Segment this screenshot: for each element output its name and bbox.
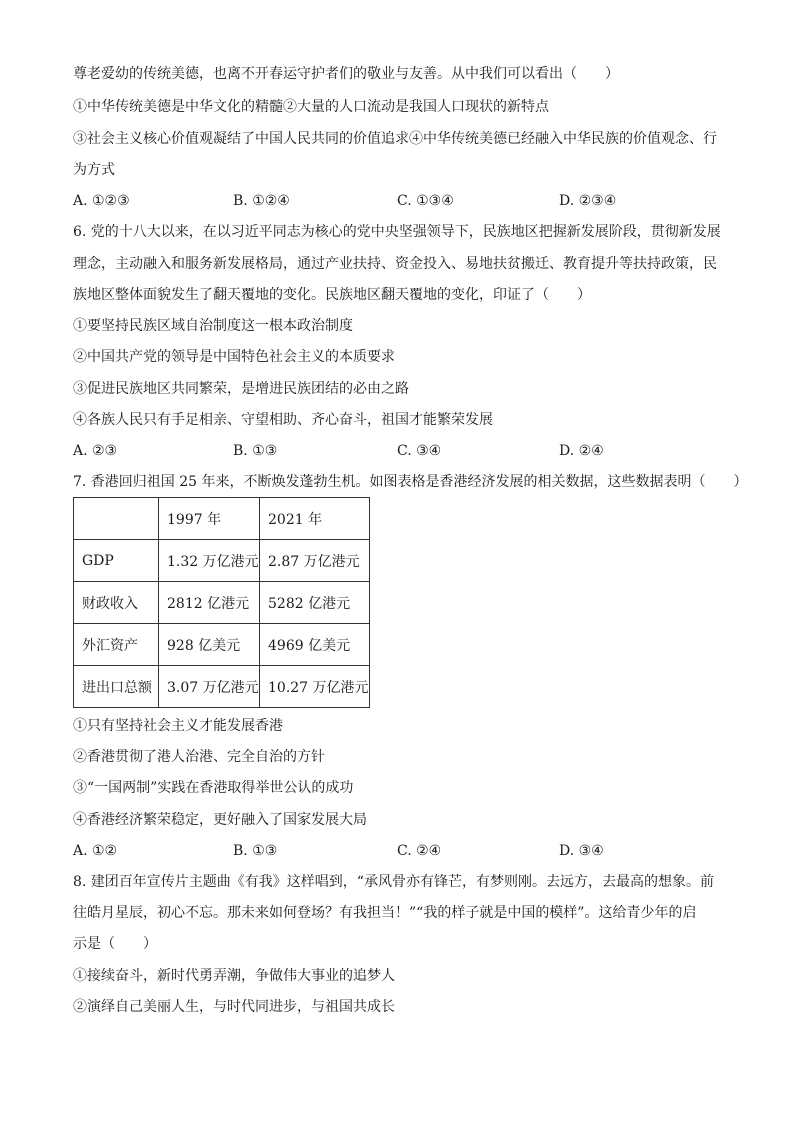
table-header-row [74, 498, 370, 540]
q5-option-a[interactable]: A. ①②③ [73, 193, 130, 209]
table-row [74, 540, 370, 582]
q8-stem-line-2: 往皓月星辰，初心不忘。那未来如何登场？有我担当！”“我的样子就是中国的模样”。这给青少年的启 [73, 905, 697, 921]
table-row [74, 582, 370, 624]
q8-stem-line-3: 示是（ ） [73, 936, 157, 952]
table-cell: 财政收入 [74, 582, 159, 624]
table-cell: 进出口总额 [74, 666, 159, 708]
q6-option-b[interactable]: B. ①③ [233, 443, 278, 459]
table-cell: 10.27 万亿港元 [260, 666, 370, 708]
table-cell: 3.07 万亿港元 [159, 666, 260, 708]
table-cell: 外汇资产 [74, 624, 159, 666]
table-cell: 2812 亿港元 [159, 582, 260, 624]
table-header-cell: 2021 年 [260, 498, 370, 540]
q7-stem: 7. 香港回归祖国 25 年来，不断焕发蓬勃生机。如图表格是香港经济发展的相关数据，这些数据表明（ ） [73, 474, 748, 490]
table-cell: 928 亿美元 [159, 624, 260, 666]
q8-statement-2: ②演绎自己美丽人生，与时代同进步，与祖国共成长 [73, 999, 395, 1015]
q6-options [73, 441, 713, 461]
q5-statement-4-cont: 为方式 [73, 162, 115, 178]
q5-option-c[interactable]: C. ①③④ [397, 193, 454, 209]
table-cell: 4969 亿美元 [260, 624, 370, 666]
table-header-cell: 1997 年 [159, 498, 260, 540]
q6-stem-line-3: 族地区整体面貌发生了翻天覆地的变化。民族地区翻天覆地的变化，印证了（ ） [73, 287, 591, 303]
q5-options [73, 191, 713, 211]
q5-statement-1-2: ①中华传统美德是中华文化的精髓②大量的人口流动是我国人口现状的新特点 [73, 99, 549, 115]
q6-statement-3: ③促进民族地区共同繁荣，是增进民族团结的必由之路 [73, 381, 409, 397]
q5-statement-3-4: ③社会主义核心价值观凝结了中国人民共同的价值追求④中华传统美德已经融入中华民族的价值观念、行 [73, 131, 717, 147]
q7-option-d[interactable]: D. ③④ [559, 843, 604, 859]
q6-option-d[interactable]: D. ②④ [559, 443, 604, 459]
q8-stem-line-1: 8. 建团百年宣传片主题曲《有我》这样唱到，“承风骨亦有锋芒，有梦则刚。去远方，去最高的想象。前 [73, 874, 714, 890]
q7-statement-3: ③“一国两制”实践在香港取得举世公认的成功 [73, 780, 354, 796]
q7-options [73, 841, 713, 861]
q5-option-b[interactable]: B. ①②④ [233, 193, 290, 209]
q7-option-a[interactable]: A. ①② [73, 843, 118, 859]
q6-stem-line-2: 理念，主动融入和服务新发展格局，通过产业扶持、资金投入、易地扶贫搬迁、教育提升等扶持政策，民 [73, 256, 717, 272]
q5-stem-tail: 尊老爱幼的传统美德，也离不开春运守护者们的敬业与友善。从中我们可以看出（ ） [73, 66, 619, 82]
q7-option-c[interactable]: C. ②④ [397, 843, 442, 859]
q7-statement-1: ①只有坚持社会主义才能发展香港 [73, 718, 283, 734]
q7-option-b[interactable]: B. ①③ [233, 843, 278, 859]
hk-economy-table [73, 497, 370, 708]
q7-statement-2: ②香港贯彻了港人治港、完全自治的方针 [73, 749, 325, 765]
q5-option-d[interactable]: D. ②③④ [559, 193, 617, 209]
table-cell: 1.32 万亿港元 [159, 540, 260, 582]
q6-option-c[interactable]: C. ③④ [397, 443, 442, 459]
q6-statement-2: ②中国共产党的领导是中国特色社会主义的本质要求 [73, 349, 395, 365]
table-row [74, 666, 370, 708]
q7-statement-4: ④香港经济繁荣稳定，更好融入了国家发展大局 [73, 812, 367, 828]
q6-stem-line-1: 6. 党的十八大以来，在以习近平同志为核心的党中央坚强领导下，民族地区把握新发展阶段，贯彻新发展 [73, 224, 721, 240]
q6-option-a[interactable]: A. ②③ [73, 443, 118, 459]
table-cell: 5282 亿港元 [260, 582, 370, 624]
q6-statement-4: ④各族人民只有手足相亲、守望相助、齐心奋斗，祖国才能繁荣发展 [73, 412, 493, 428]
q8-statement-1: ①接续奋斗，新时代勇弄潮，争做伟大事业的追梦人 [73, 968, 395, 984]
table-header-cell [74, 498, 159, 540]
q6-statement-1: ①要坚持民族区域自治制度这一根本政治制度 [73, 318, 353, 334]
table-cell: 2.87 万亿港元 [260, 540, 370, 582]
table-cell: GDP [74, 540, 159, 582]
table-row [74, 624, 370, 666]
